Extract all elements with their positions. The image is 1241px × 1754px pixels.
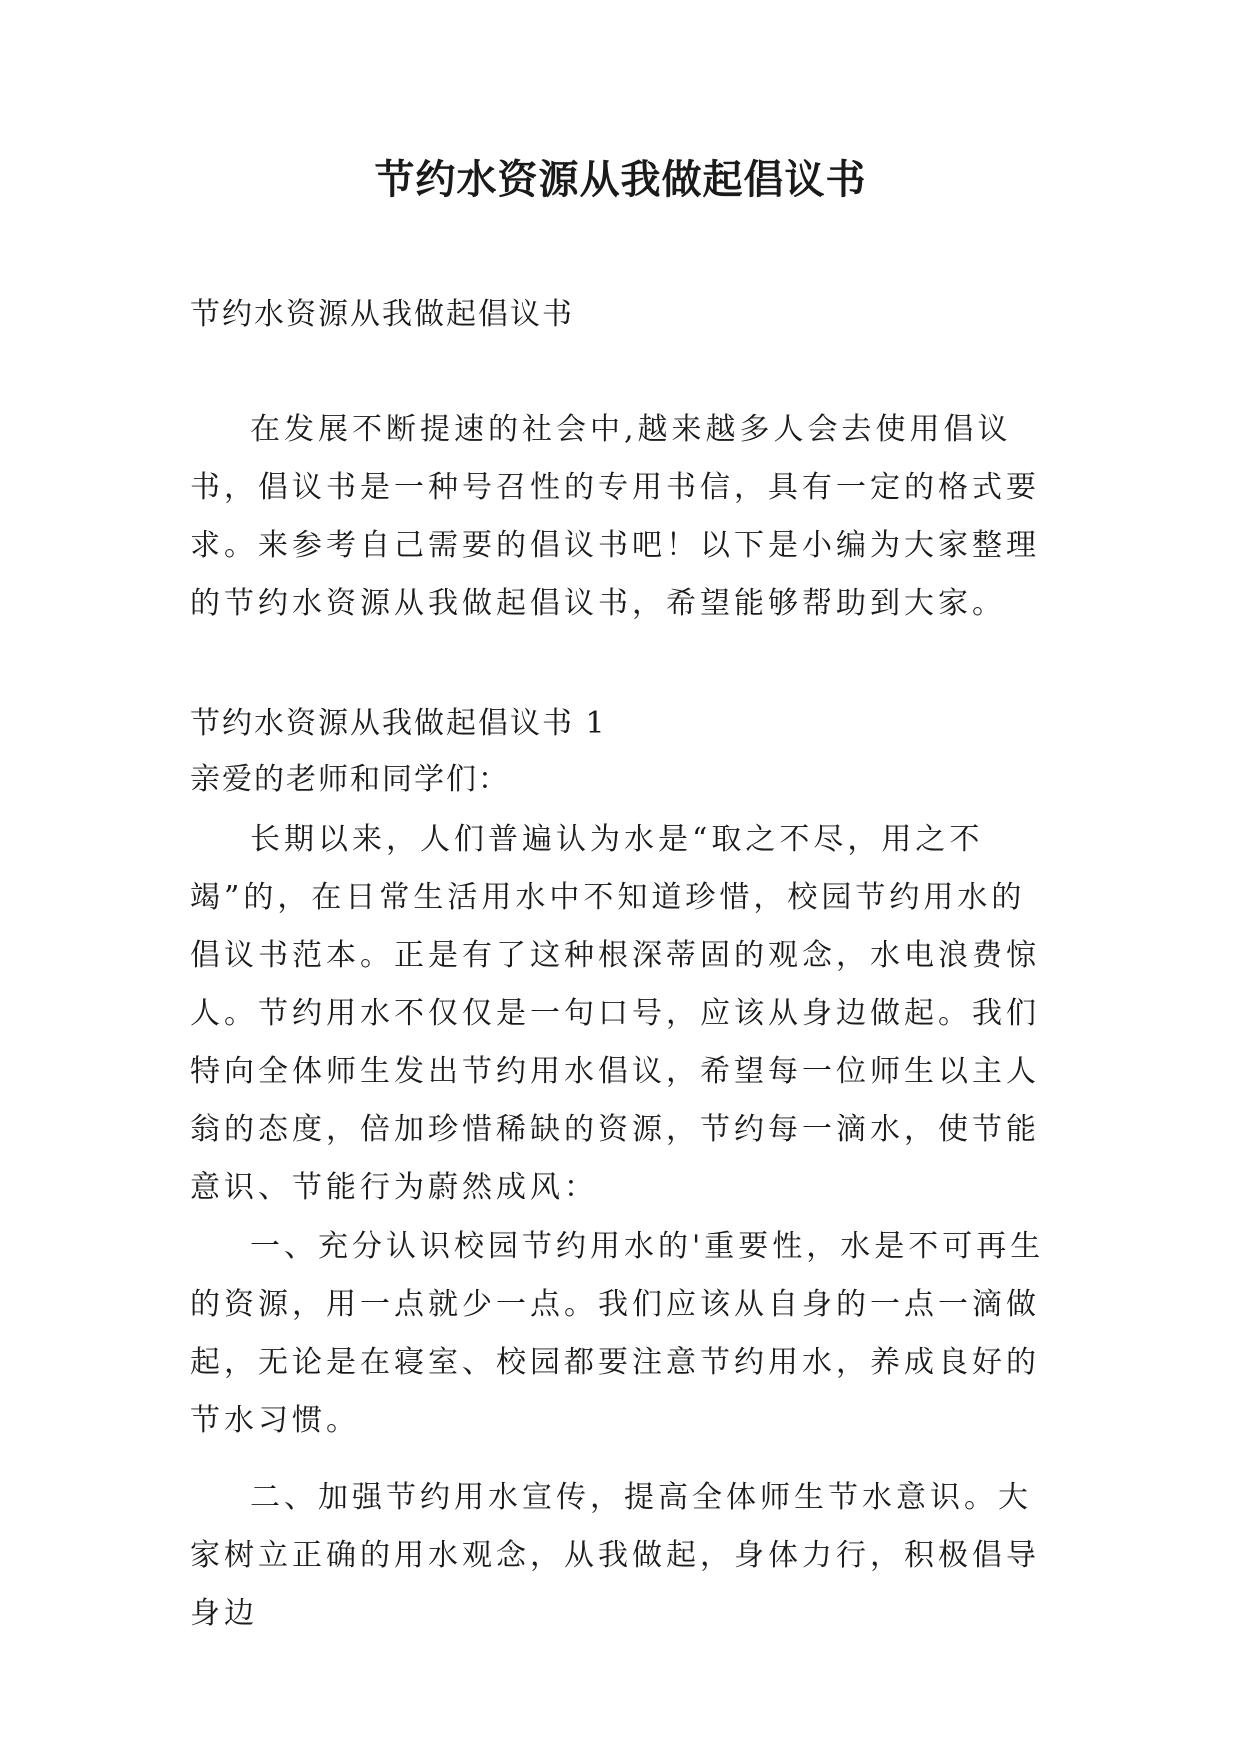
section-title: 节约水资源从我做起倡议书 1: [190, 706, 607, 741]
body-paragraph: 一、充分认识校园节约用水的'重要性，水是不可再生的资源，用一点就少一点。我们应该从自身的一点一滴做起，无论是在寝室、校园都要注意节约用水，养成良好的节水习惯。: [190, 1229, 1045, 1438]
document-title: 节约水资源从我做起倡议书: [374, 156, 867, 203]
greeting-line: 亲爱的老师和同学们：: [190, 762, 510, 797]
intro-paragraph: 在发展不断提速的社会中,越来越多人会去使用倡议书，倡议书是一种号召性的专用书信，具有一定的格式要求。来参考自己需要的倡议书吧！以下是小编为大家整理的节约水资源从我做起倡议书，希望能够帮助到大家。: [190, 412, 1040, 621]
document-subtitle: 节约水资源从我做起倡议书: [190, 297, 574, 332]
body-paragraph: 二、加强节约用水宣传，提高全体师生节水意识。大家树立正确的用水观念，从我做起，身体力行，积极倡导身边: [190, 1480, 1040, 1631]
body-paragraph: 长期以来，人们普遍认为水是“取之不尽，用之不竭”的，在日常生活用水中不知道珍惜，校园节约用水的倡议书范本。正是有了这种根深蒂固的观念，水电浪费惊人。节约用水不仅仅是一句口号，应该从身边做起。我们特向全体师生发出节约用水倡议，希望每一位师生以主人翁的态度，倍加珍惜稀缺的资源，节约每一滴水，使节能意识、节能行为蔚然成风：: [190, 822, 1040, 1205]
